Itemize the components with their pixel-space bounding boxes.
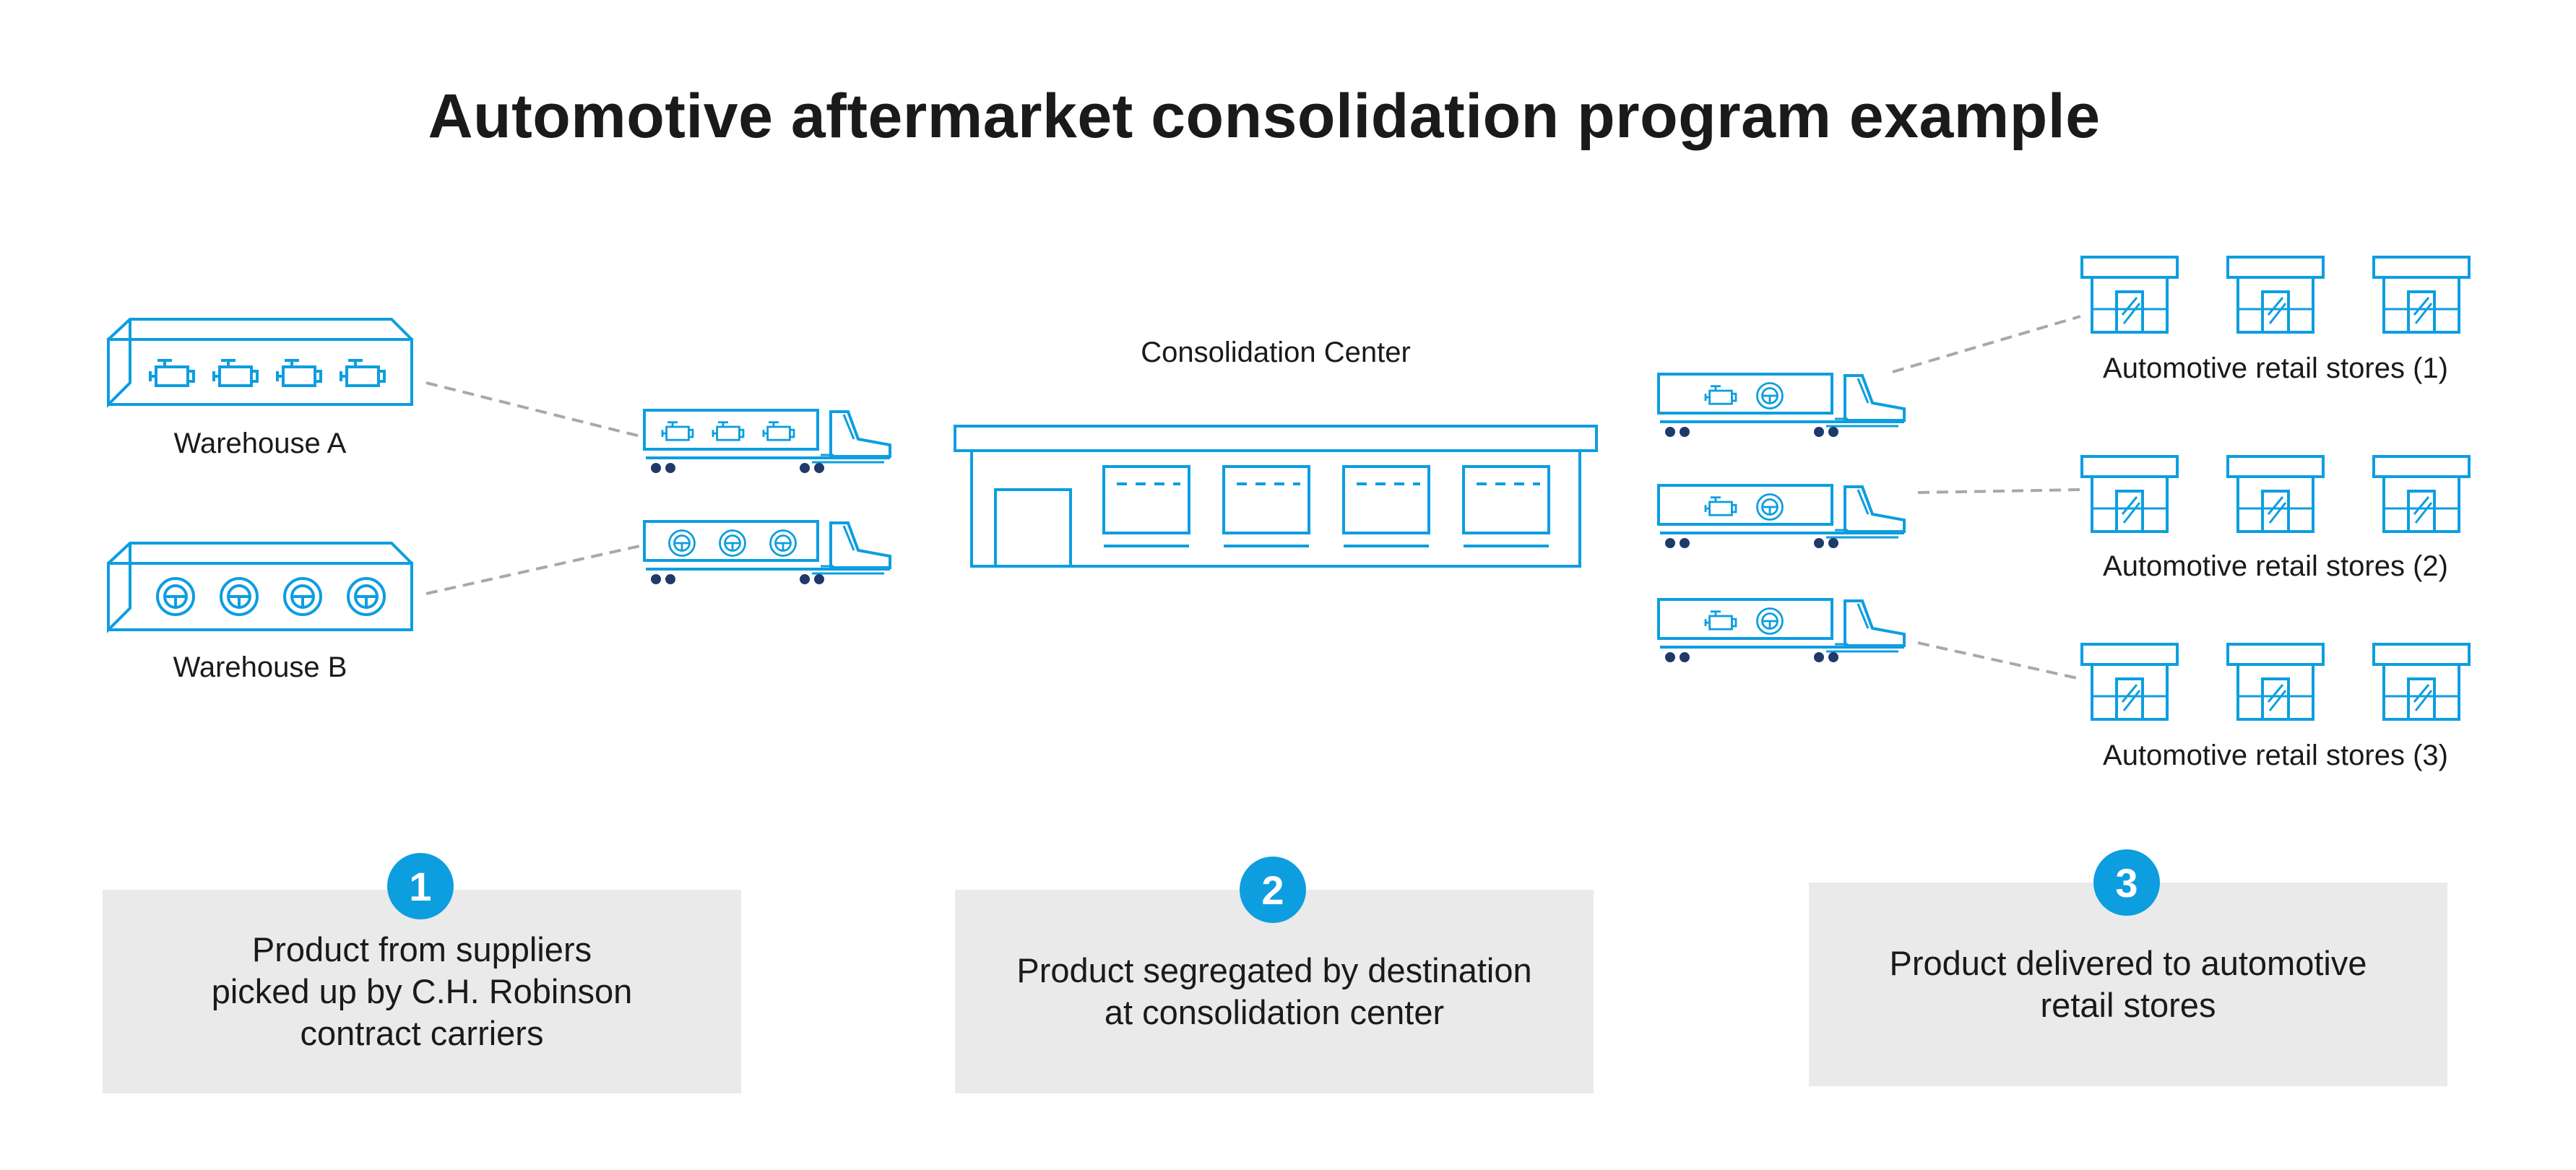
- warehouse-b-icon: [108, 543, 412, 630]
- store-icon: [2082, 644, 2177, 719]
- store-icon: [2374, 257, 2469, 332]
- connector-stores-2: [1918, 490, 2080, 493]
- connector-stores-3: [1918, 643, 2080, 679]
- steering-wheel-icon: [157, 578, 194, 615]
- connector-stores-1: [1893, 316, 2080, 372]
- steering-wheel-icon: [348, 578, 384, 615]
- connector-warehouse-b: [426, 545, 643, 594]
- stores-1-label: Automotive retail stores (1): [2103, 352, 2448, 384]
- store-icon: [2374, 644, 2469, 719]
- step-1-text: Product from suppliers picked up by C.H. Robinson contract carriers: [211, 930, 633, 1052]
- step-1-box: [103, 890, 741, 1093]
- store-icon: [2228, 644, 2323, 719]
- outbound-truck-1-icon: [1659, 374, 1904, 437]
- step-1-badge: 1: [387, 853, 454, 919]
- consolidation-center-label: Consolidation Center: [1141, 337, 1411, 368]
- store-group-2: [2082, 456, 2469, 532]
- stores-3-label: Automotive retail stores (3): [2103, 740, 2448, 771]
- engine-icon: [214, 360, 257, 386]
- stores-2-label: Automotive retail stores (2): [2103, 550, 2448, 582]
- step-3-text: Product delivered to automotive retail stores: [1889, 944, 2367, 1024]
- step-3-badge: 3: [2093, 849, 2160, 916]
- store-icon: [2374, 456, 2469, 532]
- engine-icon: [150, 360, 194, 386]
- store-icon: [2228, 257, 2323, 332]
- consolidation-center-building-icon: [955, 426, 1596, 566]
- warehouse-b-label: Warehouse B: [173, 651, 347, 683]
- page-title: Automotive aftermarket consolidation program example: [428, 82, 2101, 151]
- outbound-truck-3-icon: [1659, 599, 1904, 662]
- store-icon: [2082, 257, 2177, 332]
- outbound-truck-2-icon: [1659, 485, 1904, 548]
- step-2-text: Product segregated by destination at consolidation center: [1016, 951, 1532, 1031]
- steering-wheel-icon: [221, 578, 257, 615]
- store-group-3: [2082, 644, 2469, 719]
- steering-wheel-icon: [285, 578, 321, 615]
- engine-icon: [341, 360, 384, 386]
- step-2-badge: 2: [1240, 857, 1306, 923]
- engine-icon: [277, 360, 321, 386]
- store-icon: [2082, 456, 2177, 532]
- inbound-truck-engines-icon: [644, 410, 890, 473]
- warehouse-a-icon: [108, 319, 412, 404]
- store-group-1: [2082, 257, 2469, 332]
- store-icon: [2228, 456, 2323, 532]
- inbound-truck-wheels-icon: [644, 521, 890, 584]
- connector-warehouse-a: [426, 383, 643, 437]
- warehouse-a-label: Warehouse A: [173, 428, 347, 459]
